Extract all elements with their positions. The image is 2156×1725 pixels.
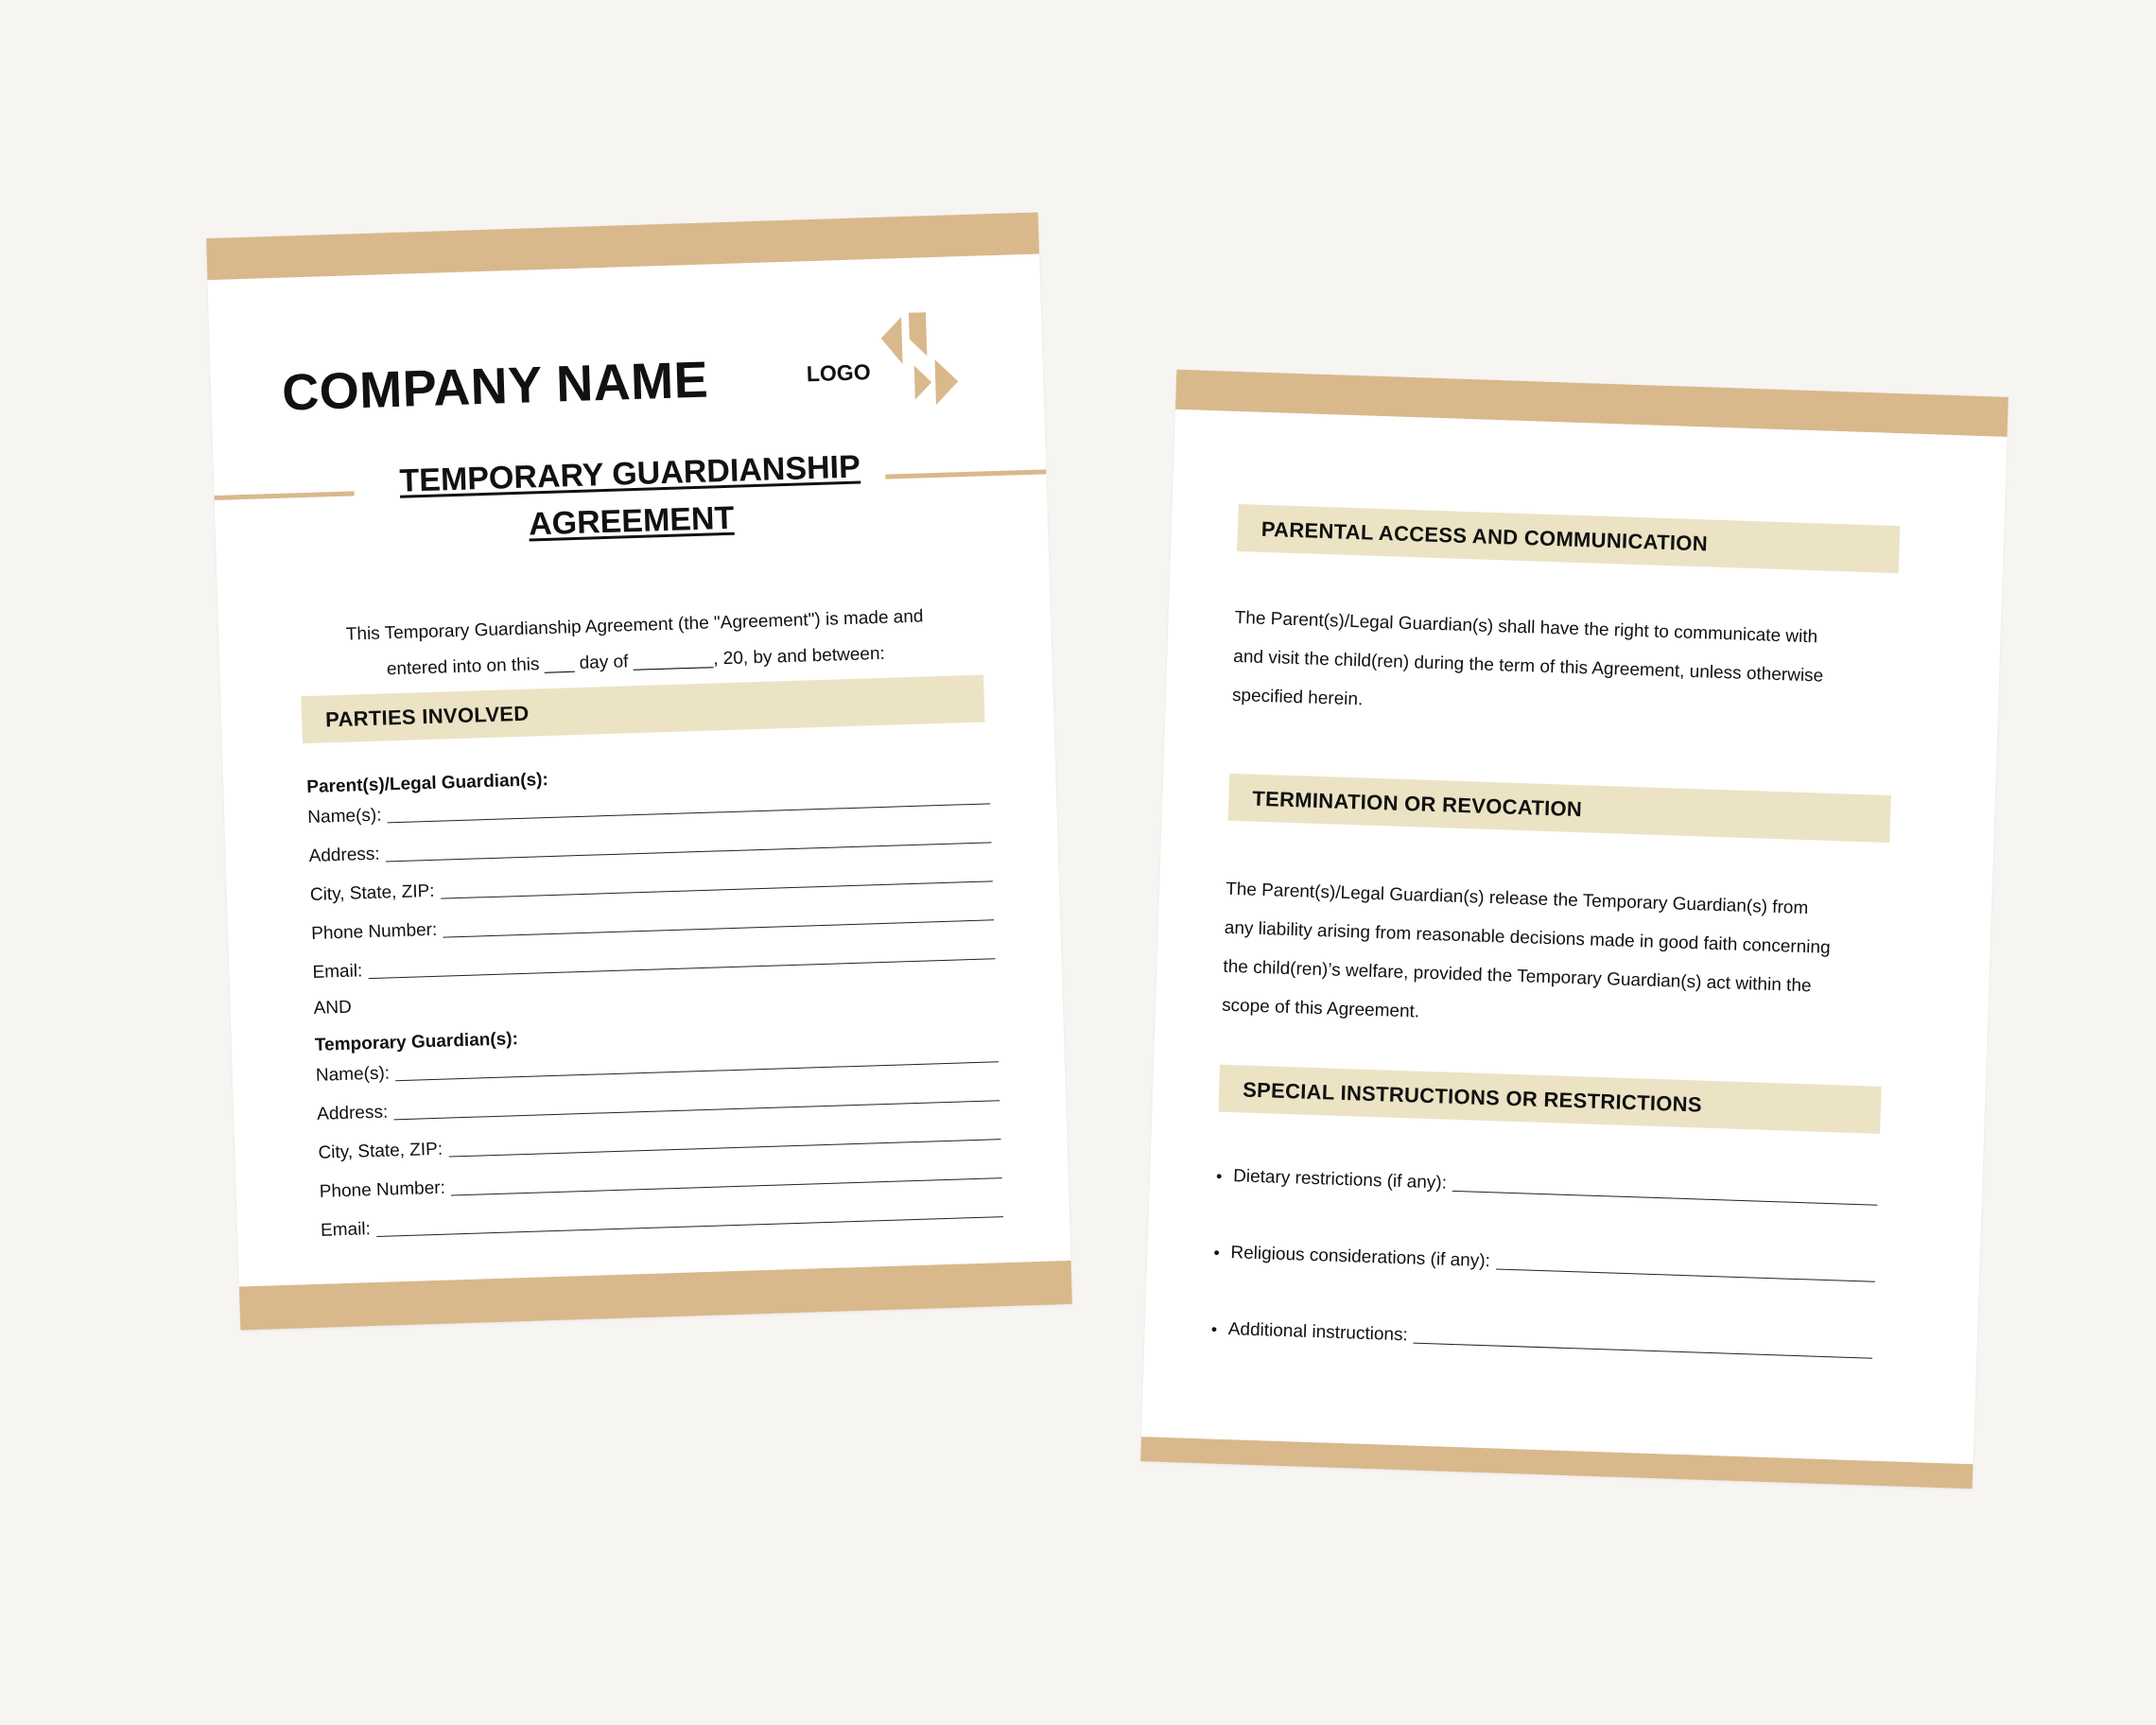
fill-in-line[interactable]	[368, 937, 996, 979]
parent-guardian-label: Parent(s)/Legal Guardian(s):	[306, 770, 549, 798]
section-title: TERMINATION OR REVOCATION	[1251, 786, 1583, 822]
field-label: Address:	[316, 1102, 389, 1124]
intro-paragraph	[313, 598, 958, 689]
and-separator: AND	[313, 997, 353, 1019]
fill-in-line[interactable]	[1496, 1247, 1876, 1281]
section-heading-parental-access	[1237, 504, 1900, 573]
section-title: SPECIAL INSTRUCTIONS OR RESTRICTIONS	[1242, 1077, 1703, 1117]
fill-in-line[interactable]	[393, 1079, 1000, 1120]
dietary-restrictions-field[interactable]	[1216, 1159, 1879, 1209]
logo-text: LOGO	[806, 359, 871, 387]
field-label: Email:	[312, 961, 363, 983]
section-heading-special-instructions	[1218, 1065, 1881, 1134]
field-label: City, State, ZIP:	[318, 1139, 443, 1163]
paragraph-line: and visit the child(ren) during the term of this Agreement, unless otherwise	[1233, 646, 1824, 687]
fill-in-line[interactable]	[1452, 1170, 1879, 1206]
bullet-icon: •	[1215, 1166, 1223, 1186]
bottom-accent-band	[239, 1261, 1072, 1331]
top-accent-band	[1175, 370, 2008, 437]
parental-access-paragraph	[1231, 599, 1897, 737]
bullet-icon: •	[1213, 1243, 1221, 1263]
paragraph-line: the child(ren)’s welfare, provided the Temporary Guardian(s) act within the	[1223, 956, 1812, 997]
field-label: Name(s):	[315, 1063, 391, 1086]
temporary-guardian-label: Temporary Guardian(s):	[314, 1029, 519, 1055]
field-label: Email:	[320, 1219, 372, 1241]
termination-paragraph	[1221, 870, 1887, 1047]
title-rule-left	[215, 491, 355, 500]
fill-in-line[interactable]	[375, 1195, 1003, 1237]
fill-in-line[interactable]	[385, 821, 991, 862]
paragraph-line: The Parent(s)/Legal Guardian(s) release the Temporary Guardian(s) from	[1225, 879, 1809, 919]
logo-mark-icon	[871, 309, 968, 411]
fill-in-line[interactable]	[1413, 1322, 1872, 1359]
document-title	[336, 441, 925, 553]
fill-in-line[interactable]	[450, 1157, 1001, 1195]
section-heading-termination	[1228, 774, 1891, 843]
fill-in-line[interactable]	[443, 898, 994, 937]
field-label: Address:	[308, 844, 380, 867]
top-accent-band	[206, 212, 1039, 280]
field-label: Dietary restrictions (if any):	[1232, 1166, 1448, 1194]
intro-line: entered into on this ___ day of ________, 20, by and between:	[386, 643, 886, 680]
field-label: Name(s):	[307, 805, 382, 828]
document-title-line1: TEMPORARY GUARDIANSHIP	[398, 448, 861, 499]
intro-line: This Temporary Guardianship Agreement (the "Agreement") is made and	[345, 606, 924, 645]
bullet-icon: •	[1210, 1319, 1218, 1339]
paragraph-line: specified herein.	[1231, 685, 1364, 710]
paragraph-line: The Parent(s)/Legal Guardian(s) shall have the right to communicate with	[1234, 607, 1818, 648]
field-label: Phone Number:	[310, 919, 438, 944]
field-label: Additional instructions:	[1227, 1319, 1409, 1346]
document-title-line2: AGREEMENT	[528, 499, 735, 543]
agreement-page-2	[1140, 370, 2008, 1490]
bottom-accent-band	[1140, 1437, 1973, 1489]
field-label: City, State, ZIP:	[309, 880, 435, 905]
paragraph-line: any liability arising from reasonable decisions made in good faith concerning	[1224, 917, 1831, 958]
section-title: PARTIES INVOLVED	[324, 701, 530, 732]
field-label: Religious considerations (if any):	[1230, 1243, 1491, 1272]
logo	[805, 309, 968, 418]
field-label: Phone Number:	[319, 1177, 446, 1202]
religious-considerations-field[interactable]	[1213, 1235, 1876, 1285]
additional-instructions-field[interactable]	[1210, 1312, 1873, 1362]
fill-in-line[interactable]	[440, 860, 993, 898]
agreement-page-1	[206, 212, 1072, 1330]
section-title: PARENTAL ACCESS AND COMMUNICATION	[1261, 516, 1709, 556]
company-name: COMPANY NAME	[281, 351, 710, 422]
paragraph-line: scope of this Agreement.	[1221, 995, 1420, 1022]
fill-in-line[interactable]	[448, 1118, 1001, 1157]
